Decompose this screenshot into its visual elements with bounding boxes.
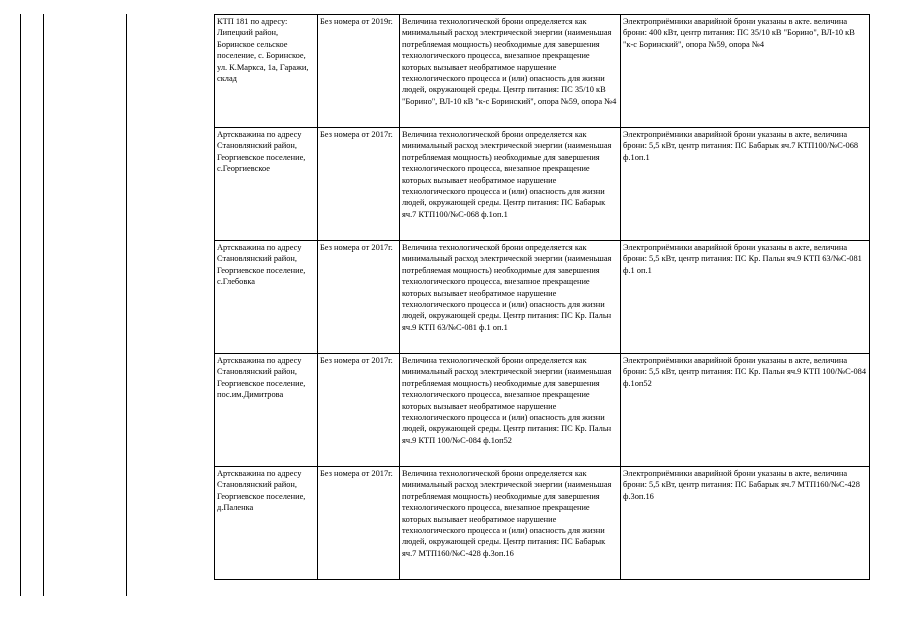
technological-reserve-cell: Величина технологической брони определяется как минимальный расход электрической энергии (наименьшая потребляемая мощность) необходимые для завершения технологического процесса, внезапное прекращение которых вызывает необратимое нарушение технологического процесса и (или) опасность для жизни людей, окружающей среды. Центр питания: ПС Кр. Пальн яч.9 КТП 63/№С-081 ф.1 оп.1 <box>400 241 621 354</box>
table-row <box>215 467 870 580</box>
left-margin-rule-3 <box>126 14 127 596</box>
object-cell: КТП 181 по адресу: Липецкий район, Боринское сельское поселение, с. Боринское, ул. К.Маркса, 1а, Гаражи, склад <box>215 15 318 128</box>
act-number-cell: Без номера от 2019г. <box>318 15 400 128</box>
table-row <box>215 241 870 354</box>
act-number-cell: Без номера от 2017г. <box>318 241 400 354</box>
emergency-reserve-cell: Электроприёмники аварийной брони указаны в акте, величина брони: 5,5 кВт, центр питания: ПС Бабарык яч.7 МТП160/№С-428 ф.3оп.16 <box>621 467 870 580</box>
technological-reserve-cell: Величина технологической брони определяется как минимальный расход электрической энергии (наименьшая потребляемая мощность) необходимые для завершения технологического процесса, внезапное прекращение которых вызывает необратимое нарушение технологического процесса и (или) опасность для жизни людей, окружающей среды. Центр питания: ПС Бабарык яч.7 МТП160/№С-428 ф.3оп.16 <box>400 467 621 580</box>
emergency-reserve-cell: Электроприёмники аварийной брони указаны в акте, величина брони: 5,5 кВт, центр питания: ПС Кр. Пальн яч.9 КТП 63/№С-081 ф.1 оп.1 <box>621 241 870 354</box>
act-number-cell: Без номера от 2017г. <box>318 467 400 580</box>
technological-reserve-cell: Величина технологической брони определяется как минимальный расход электрической энергии (наименьшая потребляемая мощность) необходимые для завершения технологического процесса, внезапное прекращение которых вызывает необратимое нарушение технологического процесса и (или) опасность для жизни людей, окружающей среды. Центр питания: ПС Кр. Пальн яч.9 КТП 100/№С-084 ф.1оп52 <box>400 354 621 467</box>
left-margin-rule-1 <box>20 14 21 596</box>
technological-reserve-cell: Величина технологической брони определяется как минимальный расход электрической энергии (наименьшая потребляемая мощность) необходимые для завершения технологического процесса, внезапное прекращение которых вызывает необратимое нарушение технологического процесса и (или) опасность для жизни людей, окружающей среды. Центр питания: ПС Бабарык яч.7 КТП100/№С-068 ф.1оп.1 <box>400 128 621 241</box>
emergency-reserve-cell: Электроприёмники аварийной брони указаны в акте, величина брони: 5,5 кВт, центр питания: ПС Кр. Пальн яч.9 КТП 100/№С-084 ф.1оп52 <box>621 354 870 467</box>
object-cell: Артскважина по адресу Становлянский район, Георгиевское поселение, пос.им.Димитрова <box>215 354 318 467</box>
table-row <box>215 354 870 467</box>
object-cell: Артскважина по адресу Становлянский район, Георгиевское поселение, д.Паленка <box>215 467 318 580</box>
table-row <box>215 15 870 128</box>
act-number-cell: Без номера от 2017г. <box>318 354 400 467</box>
emergency-reserve-cell: Электроприёмники аварийной брони указаны в акте, величина брони: 5,5 кВт, центр питания: ПС Бабарык яч.7 КТП100/№С-068 ф.1оп.1 <box>621 128 870 241</box>
emergency-reserve-cell: Электроприёмники аварийной брони указаны в акте. величина брони: 400 кВт, центр питания: ПС 35/10 кВ "Борино", ВЛ-10 кВ "к-с Боринский", опора №59, опора №4 <box>621 15 870 128</box>
table-row <box>215 128 870 241</box>
left-margin-rule-2 <box>43 14 44 596</box>
emergency-reserve-table <box>214 14 870 580</box>
object-cell: Артскважина по адресу Становлянский район, Георгиевское поселение, с.Глебовка <box>215 241 318 354</box>
technological-reserve-cell: Величина технологической брони определяется как минимальный расход электрической энергии (наименьшая потребляемая мощность) необходимые для завершения технологического процесса, внезапное прекращение которых вызывает необратимое нарушение технологического процесса и (или) опасность для жизни людей, окружающей среды. Центр питания: ПС 35/10 кВ "Борино", ВЛ-10 кВ "к-с Боринский", опора №59, опора №4 <box>400 15 621 128</box>
act-number-cell: Без номера от 2017г. <box>318 128 400 241</box>
object-cell: Артскважина по адресу Становлянский район, Георгиевское поселение, с.Георгиевское <box>215 128 318 241</box>
